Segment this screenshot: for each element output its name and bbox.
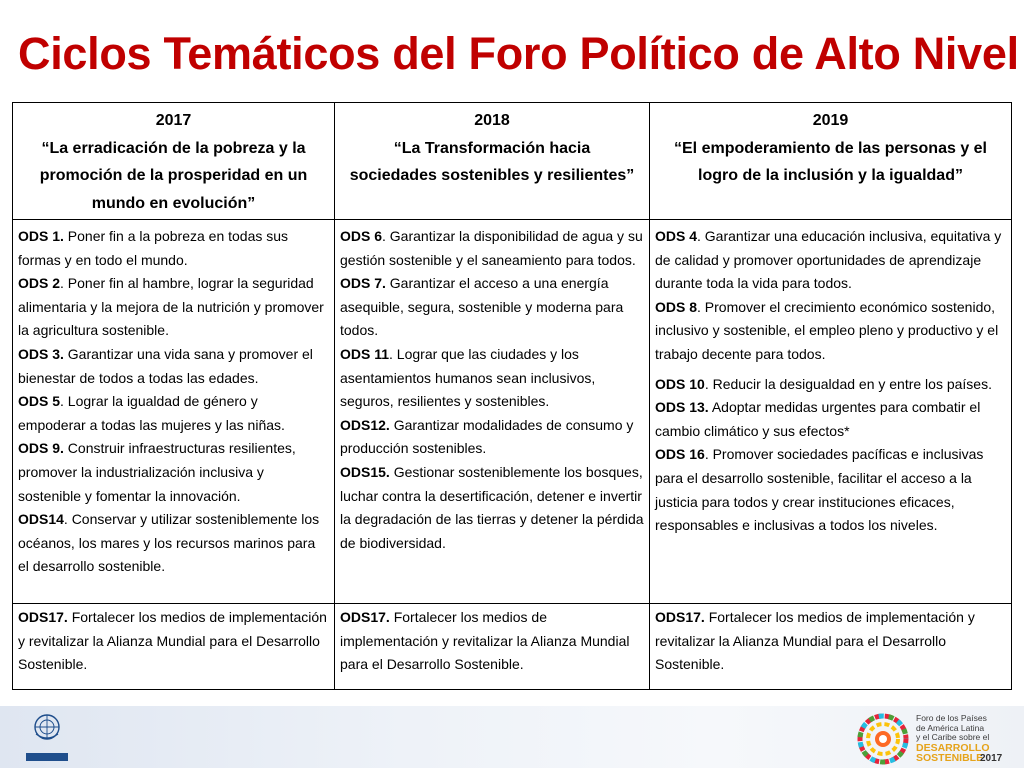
goal-item xyxy=(18,606,329,677)
header-theme-line: logro de la inclusión y la igualdad” xyxy=(698,167,963,184)
goal-text: . Lograr que las ciudades y los asentamientos humanos sean inclusivos, seguros, resilientes y sostenibles. xyxy=(340,345,596,410)
goal-code: ODS 10 xyxy=(655,375,705,392)
header-cell-2018 xyxy=(335,103,650,220)
goal-text: . Lograr la igualdad de género y empoderar a todas las mujeres y las niñas. xyxy=(18,393,285,433)
header-cell-2019 xyxy=(650,103,1012,220)
header-theme-line: promoción de la prosperidad en un xyxy=(39,167,308,184)
goal-text: Poner fin a la pobreza en todas sus formas y en todo el mundo. xyxy=(18,228,289,268)
header-theme-line: “La Transformación hacia xyxy=(393,139,591,157)
table-footer-row xyxy=(13,604,1012,690)
goal-item xyxy=(340,272,644,343)
goals-cell-2019 xyxy=(650,220,1012,604)
header-theme-line: sociedades sostenibles y resilientes” xyxy=(349,167,635,184)
goal-item xyxy=(340,461,644,555)
ods17-cell-2017 xyxy=(13,604,335,690)
goal-text: . Poner fin al hambre, lograr la seguridad alimentaria y la mejora de la nutrición y promover la agricultura sostenible. xyxy=(18,275,324,339)
goal-text: Adoptar medidas urgentes para combatir el cambio climático y sus efectos* xyxy=(655,399,981,439)
header-theme-line: mundo en evolución” xyxy=(91,194,256,212)
goal-item xyxy=(18,508,329,579)
foro-subtitle xyxy=(916,714,989,743)
foro-title-line: DESARROLLO xyxy=(916,742,990,754)
goal-code: ODS15. xyxy=(340,463,390,480)
goal-text: Construir infraestructuras resilientes, promover la industrialización inclusiva y sostenible y fomentar la innovación. xyxy=(18,440,296,504)
goal-code: ODS 1. xyxy=(18,228,64,244)
foro-year: 2017 xyxy=(980,753,1003,764)
foro-logo xyxy=(856,712,1016,766)
table-goals-row xyxy=(13,220,1012,604)
goal-text: Garantizar modalidades de consumo y producción sostenibles. xyxy=(340,416,634,457)
goal-item xyxy=(340,606,644,677)
goal-code: ODS 5 xyxy=(18,393,61,410)
goal-code: ODS 13. xyxy=(655,399,709,416)
foro-subtitle-line: de América Latina xyxy=(916,722,985,733)
goal-code: ODS 2 xyxy=(18,275,61,292)
goal-code: ODS 7. xyxy=(340,275,386,292)
goal-text: Gestionar sosteniblemente los bosques, luchar contra la desertificación, detener e invertir la degradación de las tierras y detener la pérdida de biodiversidad. xyxy=(340,463,644,551)
ods17-cell-2019 xyxy=(650,604,1012,690)
un-emblem-icon xyxy=(32,712,62,742)
goal-code: ODS 4 xyxy=(655,228,698,244)
goal-item xyxy=(655,606,1006,677)
cepal-logo xyxy=(24,712,70,764)
goal-text: . Garantizar la disponibilidad de agua y su gestión sostenible y el saneamiento para todos. xyxy=(340,228,643,268)
goal-code: ODS17. xyxy=(18,609,68,625)
sdg-wheel-icon xyxy=(856,712,912,766)
goal-code: ODS14 xyxy=(18,511,64,528)
goal-text: Fortalecer los medios de implementación y revitalizar la Alianza Mundial para el Desarrollo Sostenible. xyxy=(340,609,630,673)
goal-text: . Promover sociedades pacíficas e inclusivas para el desarrollo sostenible, facilitar el acceso a la justicia para todos y crear instituciones eficaces, responsables e inclusivas a todos los niveles. xyxy=(655,446,984,534)
header-theme-line: “El empoderamiento de las personas y el xyxy=(674,139,987,157)
goal-item xyxy=(340,343,644,414)
goal-item xyxy=(18,225,329,272)
goal-item xyxy=(655,296,1006,367)
header-year: 2017 xyxy=(155,112,192,129)
table-header-row xyxy=(13,103,1012,220)
goal-item xyxy=(655,443,1006,537)
goal-item xyxy=(340,225,644,272)
goal-text: Fortalecer los medios de implementación y revitalizar la Alianza Mundial para el Desarrollo Sostenible. xyxy=(18,609,327,673)
foro-subtitle-line: y el Caribe sobre el xyxy=(916,732,990,742)
goal-code: ODS17. xyxy=(655,609,705,625)
goal-text: . Reducir la desigualdad en y entre los países. xyxy=(704,375,992,392)
goal-item xyxy=(18,437,329,508)
goal-item xyxy=(340,414,644,461)
goal-code: ODS 16 xyxy=(655,446,705,463)
foro-title-line: SOSTENIBLE xyxy=(916,752,984,764)
thematic-cycles-table xyxy=(12,102,1012,690)
goal-text: Garantizar el acceso a una energía asequible, segura, sostenible y moderna para todos. xyxy=(340,275,624,339)
header-year: 2018 xyxy=(474,112,510,129)
header-cell-2017 xyxy=(13,103,335,220)
goal-item xyxy=(18,390,329,437)
goal-text: . Garantizar una educación inclusiva, equitativa y de calidad y promover oportunidades de aprendizaje durante toda la vida para todos. xyxy=(655,228,1002,292)
foro-title xyxy=(916,743,990,763)
goal-item xyxy=(655,225,1006,296)
goal-text: Garantizar una vida sana y promover el bienestar de todos a todas las edades. xyxy=(18,345,313,386)
goal-code: ODS17. xyxy=(340,609,390,625)
ods17-cell-2018 xyxy=(335,604,650,690)
header-year: 2019 xyxy=(812,112,849,129)
goals-cell-2018 xyxy=(335,220,650,604)
cepal-wordmark xyxy=(24,742,70,762)
goal-code: ODS 8 xyxy=(655,298,698,315)
goal-code: ODS 9. xyxy=(18,440,64,457)
foro-subtitle-line: Foro de los Países xyxy=(916,713,987,723)
goal-item xyxy=(655,373,1006,397)
goal-code: ODS12. xyxy=(340,416,390,433)
goal-text: Fortalecer los medios de implementación y revitalizar la Alianza Mundial para el Desarrollo Sostenible. xyxy=(655,609,975,673)
goal-code: ODS 3. xyxy=(18,345,64,362)
goal-text: . Conservar y utilizar sosteniblemente los océanos, los mares y los recursos marinos para el desarrollo sostenible. xyxy=(18,511,320,575)
page-title: Ciclos Temáticos del Foro Político de Alto Nivel xyxy=(18,28,1019,79)
goal-text: . Promover el crecimiento económico sostenido, inclusivo y sostenible, el empleo pleno y productivo y el trabajo decente para todos. xyxy=(655,298,999,362)
goal-item xyxy=(18,272,329,343)
goals-cell-2017 xyxy=(13,220,335,604)
goal-code: ODS 6 xyxy=(340,228,383,244)
header-theme-line: “La erradicación de la pobreza y la xyxy=(41,139,306,157)
goal-item xyxy=(655,396,1006,443)
goal-code: ODS 11 xyxy=(340,345,390,362)
goal-item xyxy=(18,343,329,390)
